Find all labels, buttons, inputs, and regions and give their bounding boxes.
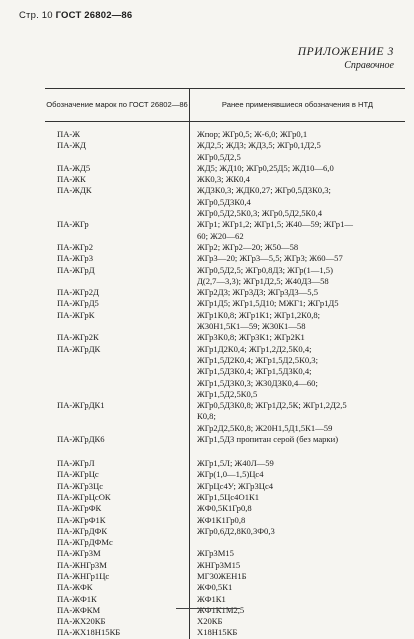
old-designation-cell: ЖГр1К0,8; ЖГр1К1; ЖГр1,2К0,8; (197, 309, 321, 320)
old-designation-cell (190, 537, 406, 548)
table-row (45, 627, 405, 638)
table-row (45, 492, 405, 503)
grade-cell: ПА-ЖГр3 (45, 253, 190, 264)
table-row (45, 503, 405, 514)
table-row (45, 287, 405, 298)
grade-cell (45, 355, 190, 366)
table-row (45, 219, 405, 230)
old-designation-cell: 60; Ж20—62 (197, 230, 244, 241)
grade-cell: ПА-ЖХ18Н15КБ (45, 627, 190, 638)
table-row (45, 163, 405, 174)
grade-cell: ПА-ЖК (45, 174, 190, 185)
old-designation-cell: ЖД2,5; ЖД3; ЖД3,5; ЖГр0,1Д2,5 (197, 140, 321, 151)
table-row (45, 515, 405, 526)
table-row (45, 355, 405, 366)
grade-cell: ПА-ЖГр2Д (45, 287, 190, 298)
grade-cell (45, 389, 190, 400)
table-row (45, 571, 405, 582)
grade-cell (45, 423, 190, 434)
grade-cell (45, 321, 190, 332)
old-designation-cell: ЖД5; ЖД10; ЖГр0,25Д5; ЖД10—6,0 (197, 162, 334, 173)
grade-cell: ПА-ЖД5 (45, 163, 190, 174)
old-designation-cell: ЖГр0,5Д2,5К0,3; ЖГр0,5Д2,5К0,4 (197, 208, 323, 219)
table-row (45, 526, 405, 537)
table-row (45, 253, 405, 264)
table-row (45, 548, 405, 559)
grade-cell: ПА-ЖФК (45, 582, 190, 593)
grade-cell (45, 366, 190, 377)
table-row (45, 197, 405, 208)
grade-cell: ПА-ЖГрЦсОК (45, 492, 190, 503)
old-designation-cell: ЖГр1Д2К0,4; ЖГр1,2Д2,5К0,4; (197, 343, 312, 354)
table-row (45, 122, 405, 141)
grade-cell: ПА-ЖГрДК6 (45, 434, 190, 458)
table-row (45, 242, 405, 253)
grade-cell: ПА-ЖГрД (45, 265, 190, 276)
table-row (45, 537, 405, 548)
old-designation-cell: Х18Н15КБ (197, 627, 238, 638)
grade-cell (45, 197, 190, 208)
table-row (45, 560, 405, 571)
table-row (45, 276, 405, 287)
old-designation-cell: ЖГр0,5Д3К0,4 (197, 196, 251, 207)
standard-number: ГОСТ 26802—86 (55, 10, 133, 21)
grade-cell: ПА-ЖГр2 (45, 242, 190, 253)
table-row (45, 185, 405, 196)
grade-cell: ПА-ЖНГр1Цс (45, 571, 190, 582)
grade-cell (45, 378, 190, 389)
old-designation-cell: ЖГр3К0,8; ЖГр3К1; ЖГр2К1 (197, 332, 305, 343)
grade-cell: ПА-ЖГрДК (45, 344, 190, 355)
grade-cell: ПА-ЖГрФ1К (45, 515, 190, 526)
old-designation-cell: ЖГр0,5Д3К0,8; ЖГр1Д2,5К; ЖГр1,2Д2,5 (197, 400, 347, 411)
grade-cell: ПА-ЖГр2К (45, 332, 190, 343)
old-designation-cell: ЖГр2Д3; ЖГр3Д3; ЖГр3Д3—5,5 (197, 287, 319, 298)
old-designation-cell: ЖГр0,5Д2,5 (197, 151, 241, 162)
old-designation-cell: ЖК0,3; ЖК0,4 (197, 174, 250, 185)
old-designation-cell: ЖГр1Д5; ЖГр1,5Д10; МЖГ1; ЖГр1Д5 (197, 298, 339, 309)
appendix-title: ПРИЛОЖЕНИЕ 3 (297, 46, 394, 58)
bottom-rule (176, 608, 240, 609)
header-grade: Обозначение марок по ГОСТ 26802—86 (45, 89, 190, 122)
table-row (45, 605, 405, 616)
page-number: Стр. 10 (19, 10, 53, 21)
old-designation-cell: ЖГр1,5Д3 пропитан серой (без марки) (197, 434, 339, 445)
old-designation-cell: ЖГр2; ЖГр2—20; Ж50—58 (197, 241, 299, 252)
grade-cell: ПА-Ж (45, 122, 190, 141)
table-row (45, 582, 405, 593)
grade-cell: ПА-ЖД (45, 140, 190, 151)
table-row (45, 594, 405, 605)
old-designation-cell: ЖФ1К1М2,5 (197, 604, 245, 615)
table-row (45, 265, 405, 276)
old-designation-cell: ЖГр0,5Д2,5; ЖГр0,8Д3; ЖГр(1—1,5) (197, 264, 333, 275)
table-row (45, 231, 405, 242)
table-row (45, 411, 405, 422)
old-designation-cell: ЖФ1К1 (197, 593, 226, 604)
old-designation-cell: Х20КБ (197, 616, 223, 627)
old-designation-cell: ЖГр1,5Д3К0,4; ЖГр1,5Д3К0,4; (197, 366, 312, 377)
old-designation-cell: ЖГр1,5Д3К0,3; Ж30Д3К0,4—60; (197, 377, 318, 388)
table-row (45, 616, 405, 627)
table-row (45, 344, 405, 355)
table-row (45, 423, 405, 434)
grade-cell: ПА-ЖГрЦс (45, 469, 190, 480)
old-designation-cell: ЖНГр3М15 (197, 559, 241, 570)
old-designation-cell: ЖФ0,5К1Гр0,8 (197, 503, 252, 514)
old-designation-cell: ЖГр(1,0—1,5)Цс4 (197, 469, 264, 480)
grade-cell (45, 152, 190, 163)
grade-cell: ПА-ЖГрДФМс (45, 537, 190, 548)
table-header-row (45, 89, 405, 122)
table-row (45, 400, 405, 411)
old-designation-cell: Жпор; ЖГр0,5; Ж-6,0; ЖГр0,1 (197, 129, 308, 139)
grade-cell: ПА-ЖФ1К (45, 594, 190, 605)
old-designation-cell: ЖГр1,5Д2,5К0,5 (197, 388, 258, 399)
header-old-designation: Ранее применявшиеся обозначения в НТД (190, 89, 406, 122)
old-designation-cell: ЖГр1,5Л; Ж40Л—59 (197, 458, 274, 469)
old-designation-cell: ЖГр1,5Цс4О1К1 (197, 491, 260, 502)
old-designation-cell: ЖФ1К1Гр0,8 (197, 514, 246, 525)
grade-cell: ПА-ЖГрДФК (45, 526, 190, 537)
table-row (45, 332, 405, 343)
old-designation-cell: ЖГр1; ЖГр1,2; ЖГр1,5; Ж40—59; ЖГр1— (197, 219, 353, 230)
table-row (45, 174, 405, 185)
old-designation-cell: ЖГрЦс4У; ЖГр3Цс4 (197, 480, 274, 491)
table-row (45, 140, 405, 151)
table-row (45, 389, 405, 400)
table-row (45, 469, 405, 480)
grade-cell: ПА-ЖГрД5 (45, 298, 190, 309)
grade-cell: ПА-ЖФКМ (45, 605, 190, 616)
table-body (45, 122, 405, 639)
old-designation-cell: ЖГр2Д2,5К0,8; Ж20Н1,5Д1,5К1—59 (197, 422, 333, 433)
table-row (45, 208, 405, 219)
grade-cell: ПА-ЖГр3М (45, 548, 190, 559)
old-designation-cell: Ж30Н1,5К1—59; Ж30К1—58 (197, 321, 306, 332)
appendix-heading (298, 46, 394, 71)
grade-cell (45, 411, 190, 422)
old-designation-cell: МГ30ЖЕН1Б (197, 570, 247, 581)
table-row (45, 366, 405, 377)
grade-cell: ПА-ЖНГр3М (45, 560, 190, 571)
grade-cell (45, 231, 190, 242)
grade-cell: ПА-ЖГрФК (45, 503, 190, 514)
table-row (45, 434, 405, 458)
old-designation-cell: ЖГр3М15 (197, 548, 234, 559)
grade-cell: ПА-ЖГрДК1 (45, 400, 190, 411)
old-designation-cell: ЖФ0,5К1 (197, 582, 233, 593)
table-row (45, 321, 405, 332)
grade-cell: ПА-ЖГр3Цс (45, 481, 190, 492)
grade-cell: ПА-ЖГрК (45, 310, 190, 321)
grade-cell (45, 276, 190, 287)
grade-cell: ПА-ЖХ20КБ (45, 616, 190, 627)
grade-cell: ПА-ЖДК (45, 185, 190, 196)
grade-cell: ПА-ЖГр (45, 219, 190, 230)
old-designation-cell: ЖГр1,5Д2К0,4; ЖГр1,5Д2,5К0,3; (197, 354, 318, 365)
table-row (45, 310, 405, 321)
table-row (45, 481, 405, 492)
grade-cell (45, 208, 190, 219)
table-row (45, 152, 405, 163)
table-row (45, 458, 405, 469)
page-header (19, 10, 132, 21)
old-designation-cell: ЖД3К0,3; ЖДК0,27; ЖГр0,5Д3К0,3; (197, 185, 331, 196)
old-designation-cell: Д(2,7—3,3); ЖГр1Д2,5; Ж40Д3—58 (197, 275, 329, 286)
old-designation-cell: ЖГр0,6Д2,8К0,3Ф0,3 (197, 525, 275, 536)
grade-correspondence-table (45, 88, 405, 639)
appendix-subtitle: Справочное (344, 60, 394, 71)
table-row (45, 298, 405, 309)
old-designation-cell: К0,8; (197, 411, 216, 422)
table-row (45, 378, 405, 389)
old-designation-cell: ЖГр3—20; ЖГр3—5,5; ЖГр3; Ж60—57 (197, 253, 343, 264)
grade-cell: ПА-ЖГрЛ (45, 458, 190, 469)
